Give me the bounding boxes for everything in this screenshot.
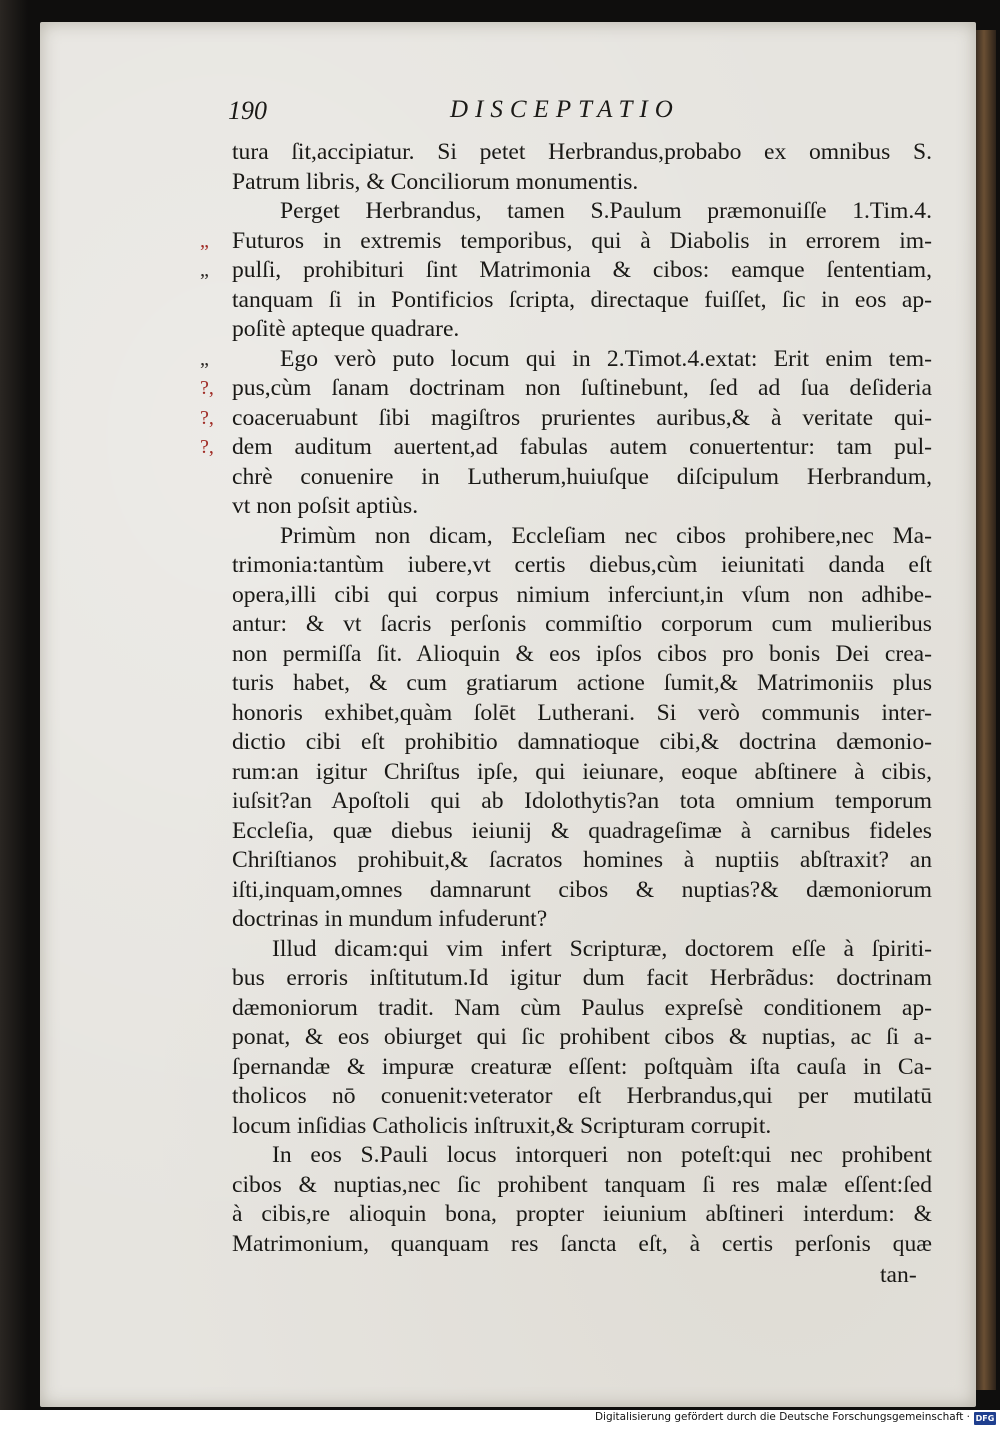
text-line: dictio cibi eſt prohibitio damnatioque cibi,& doctrina dæmonio- [232, 729, 932, 755]
text-line: Illud dicam:qui vim infert Scripturæ, doctorem eſſe à ſpiriti- [272, 935, 932, 962]
text-line: Perget Herbrandus, tamen S.Paulum præmonuiſſe 1.Tim.4. [280, 198, 932, 224]
text-line: Matrimonium, quanquam res ſancta eſt, à certis perſonis quæ [232, 1230, 932, 1257]
catchword: tan- [880, 1262, 917, 1288]
text-line: In eos S.Pauli locus intorqueri non poteſt:qui nec prohibent [272, 1142, 932, 1168]
text-line: pus,cùm ſanam doctrinam non ſuſtinebunt, ſed ad ſua deſideria [232, 375, 932, 401]
text-line: Primùm non dicam, Eccleſiam nec cibos prohibere,nec Ma- [280, 522, 932, 549]
margin-mark: „ [200, 347, 209, 370]
text-line: tholicos nō conuenit:veterator eſt Herbrandus,qui per mutilatū [232, 1083, 932, 1109]
text-line: Eccleſia, quæ diebus ieiunij & quadrageſimæ à carnibus fideles [232, 817, 932, 844]
text-line: coaceruabunt ſibi magiſtros prurientes auribus,& à veritate qui- [232, 404, 932, 431]
text-line: locum inſidias Catholicis inſtruxit,& Scripturam corrupit. [232, 1112, 772, 1139]
text-line: poſitè apteque quadrare. [232, 316, 460, 342]
text-line: antur: & vt ſacris perſonis commiſtio corporum cum mulieribus [232, 611, 932, 637]
book-edge [976, 30, 996, 1390]
margin-mark: ?, [200, 436, 214, 458]
text-line: tura ſit,accipiatur. Si petet Herbrandus,probabo ex omnibus S. [232, 139, 932, 165]
text-line: iuſsit?an Apoſtoli qui ab Idolothytis?an tota omnium temporum [232, 788, 932, 814]
text-line: tanquam ſi in Pontificios ſcripta, directaque fuiſſet, ſic in eos ap- [232, 286, 932, 313]
text-line: iſti,inquam,omnes damnarunt cibos & nuptias?& dæmoniorum [232, 876, 932, 903]
running-title: DISCEPTATIO [450, 96, 680, 123]
footer-bar [0, 1410, 1000, 1429]
text-line: ſpernandæ & impuræ creaturæ eſſent: poſtquàm iſta cauſa in Ca- [232, 1053, 932, 1080]
text-line: non permiſſa ſit. Alioquin & eos ipſos cibos pro bonis Dei crea- [232, 640, 932, 667]
text-line: vt non poſsit aptiùs. [232, 493, 419, 519]
text-line: Chriſtianos prohibuit,& ſacratos homines à nuptiis abſtraxit? an [232, 847, 932, 873]
text-line: ponat, & eos obiurget qui ſic prohibent cibos & nuptias, ac ſi a- [232, 1024, 932, 1050]
text-line: pulſi, prohibituri ſint Matrimonia & cibos: eamque ſententiam, [232, 257, 932, 283]
text-line: honoris exhibet,quàm ſolēt Lutherani. Si verò communis inter- [232, 699, 932, 726]
text-line: trimonia:tantùm iubere,vt certis diebus,cùm ieiunitati danda eſt [232, 552, 932, 578]
text-line: dem auditum auertent,ad fabulas autem conuertentur: tam pul- [232, 434, 932, 460]
text-line: turis habet, & cum gratiarum actione ſumit,& Matrimoniis plus [232, 670, 932, 696]
margin-mark: ?, [200, 406, 214, 429]
dfg-logo: DFG [975, 1414, 995, 1423]
text-line: rum:an igitur Chriſtus ipſe, qui ieiunare, eoque abſtinere à cibis, [232, 758, 932, 785]
text-line: bus erroris inſtitutum.Id igitur dum facit Herbrãdus: doctrinam [232, 965, 932, 991]
body-text [232, 138, 932, 1259]
margin-mark: „ [200, 259, 209, 281]
text-line: à cibis,re alioquin bona, propter ieiunium abſtineri interdum: & [232, 1201, 932, 1227]
text-line: chrè conuenire in Lutherum,huiuſque diſcipulum Herbrandum, [232, 463, 932, 490]
text-line: opera,illi cibi qui corpus nimium inferciunt,in vſum non adhibe- [232, 581, 932, 608]
text-line: dæmoniorum tradit. Nam cùm Paulus expreſsè conditionem ap- [232, 994, 932, 1021]
text-line: Patrum libris, & Conciliorum monumentis. [232, 168, 639, 195]
funding-credit: Digitalisierung gefördert durch die Deutsche Forschungsgemeinschaft · [594, 1411, 970, 1423]
text-line: Futuros in extremis temporibus, qui à Diabolis in errorem im- [232, 227, 932, 254]
margin-mark: „ [200, 229, 209, 252]
text-line: doctrinas in mundum infuderunt? [232, 906, 548, 932]
running-head [228, 96, 928, 132]
margin-mark: ?, [200, 377, 214, 399]
page-number: 190 [228, 96, 267, 125]
text-line: Ego verò puto locum qui in 2.Timot.4.extat: Erit enim tem- [280, 345, 932, 372]
text-line: cibos & nuptias,nec ſic prohibent tanquam ſi res malæ eſſent:ſed [232, 1171, 932, 1198]
